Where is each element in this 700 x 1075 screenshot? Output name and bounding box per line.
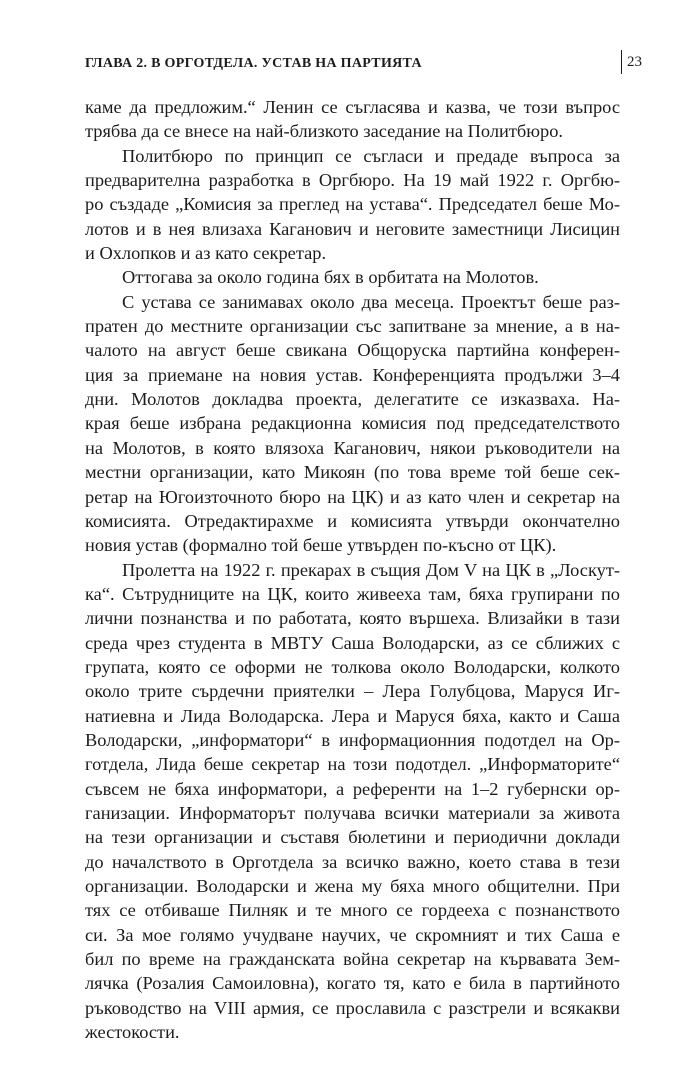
- text-line: тях се отбиваше Пилняк и те много се гордееха с познанството: [85, 900, 620, 921]
- text-line: готдела, Лида беше секретар на този подотдел. „Информаторите“: [85, 754, 620, 775]
- page-number-divider: [621, 50, 622, 74]
- text-line: съвсем не бяха информатори, а референти на 1–2 губернски ор-: [85, 778, 620, 799]
- text-line: на Молотов, в която влязоха Каганович, някои ръководители на: [85, 437, 620, 458]
- text-line: трябва да се внесе на най-близкото заседание на Политбюро.: [85, 121, 564, 142]
- text-line: среда чрез студента в МВТУ Саша Володарски, аз се сближих с: [85, 632, 620, 653]
- text-line: до началството в Орготдела за всичко важно, което става в тези: [85, 851, 620, 872]
- text-line: дни. Молотов докладва проекта, делегатите се изказваха. На-: [85, 389, 620, 410]
- text-line: лотов и в нея влизаха Каганович и неговите заместници Лисицин: [85, 218, 620, 239]
- text-line: новия устав (формално той беше утвърден по-късно от ЦК).: [85, 535, 557, 556]
- text-line: Оттогава за около година бях в орбитата на Молотов.: [122, 267, 539, 288]
- text-line: предварителна разработка в Оргбюро. На 19 май 1922 г. Оргбю-: [85, 170, 620, 191]
- text-line: бил по време на гражданската война секретар на кървавата Зем-: [85, 949, 620, 970]
- text-line: лячка (Розалия Самоиловна), когато тя, като е била в партийното: [85, 973, 620, 994]
- text-line: комисията. Отредактирахме и комисията утвърди окончателно: [85, 510, 620, 531]
- text-line: организации. Володарски и жена му бяха много общителни. При: [85, 876, 620, 896]
- text-line: ретар на Югоизточното бюро на ЦК) и аз като член и секретар на: [85, 486, 620, 507]
- text-line: ка“. Сътрудниците на ЦК, които живееха там, бяха групирани по: [85, 583, 620, 604]
- text-line: жестокости.: [85, 1022, 180, 1043]
- text-line: края беше избрана редакционна комисия под председателството: [85, 413, 620, 434]
- text-line: ръководство на VIII армия, се прославила с разстрели и всякакви: [85, 997, 620, 1018]
- text-line: Политбюро по принцип се съгласи и предаде въпроса за: [122, 145, 620, 166]
- text-line: Пролетта на 1922 г. прекарах в същия Дом V на ЦК в „Лоскут-: [122, 559, 620, 580]
- text-line: ция за приемане на новия устав. Конференцията продължи 3–4: [85, 364, 620, 385]
- text-line: лични познанства и по работата, която вършеха. Влизайки в тази: [85, 608, 620, 629]
- text-line: каме да предложим.“ Ленин се съгласява и казва, че този въпрос: [85, 97, 620, 117]
- text-line: и Охлопков и аз като секретар.: [85, 243, 327, 264]
- text-line: чалото на август беше свикана Общоруска партийна конферен-: [85, 340, 620, 361]
- text-line: Володарски, „информатори“ в информационния подотдел на Ор-: [85, 729, 620, 750]
- text-line: ганизации. Информаторът получава всички материали за живота: [85, 802, 620, 823]
- text-line: около трите сърдечни приятелки – Лера Голубцова, Маруся Иг-: [85, 681, 620, 702]
- text-line: натиевна и Лида Володарска. Лера и Маруся бяха, както и Саша: [85, 705, 620, 726]
- text-line: групата, която се оформи не толкова около Володарски, колкото: [85, 656, 620, 677]
- text-line: местни организации, като Микоян (по това време той беше сек-: [85, 462, 620, 483]
- text-line: ро създаде „Комисия за преглед на устава“. Председател беше Мо-: [85, 194, 620, 215]
- text-line: пратен до местните организации със запитване за мнение, а в на-: [85, 316, 620, 337]
- text-line: С устава се занимавах около два месеца. Проектът беше раз-: [122, 291, 620, 312]
- text-line: на тези организации и съставя бюлетини и периодични доклади: [85, 827, 620, 848]
- page-number: 23: [627, 54, 642, 70]
- running-header: [85, 48, 645, 76]
- chapter-title: ГЛАВА 2. В ОРГОТДЕЛА. УСТАВ НА ПАРТИЯТА: [85, 56, 422, 71]
- body-text: [85, 95, 620, 1044]
- text-line: си. За мое голямо учудване научих, че скромният и тих Саша е: [85, 924, 620, 945]
